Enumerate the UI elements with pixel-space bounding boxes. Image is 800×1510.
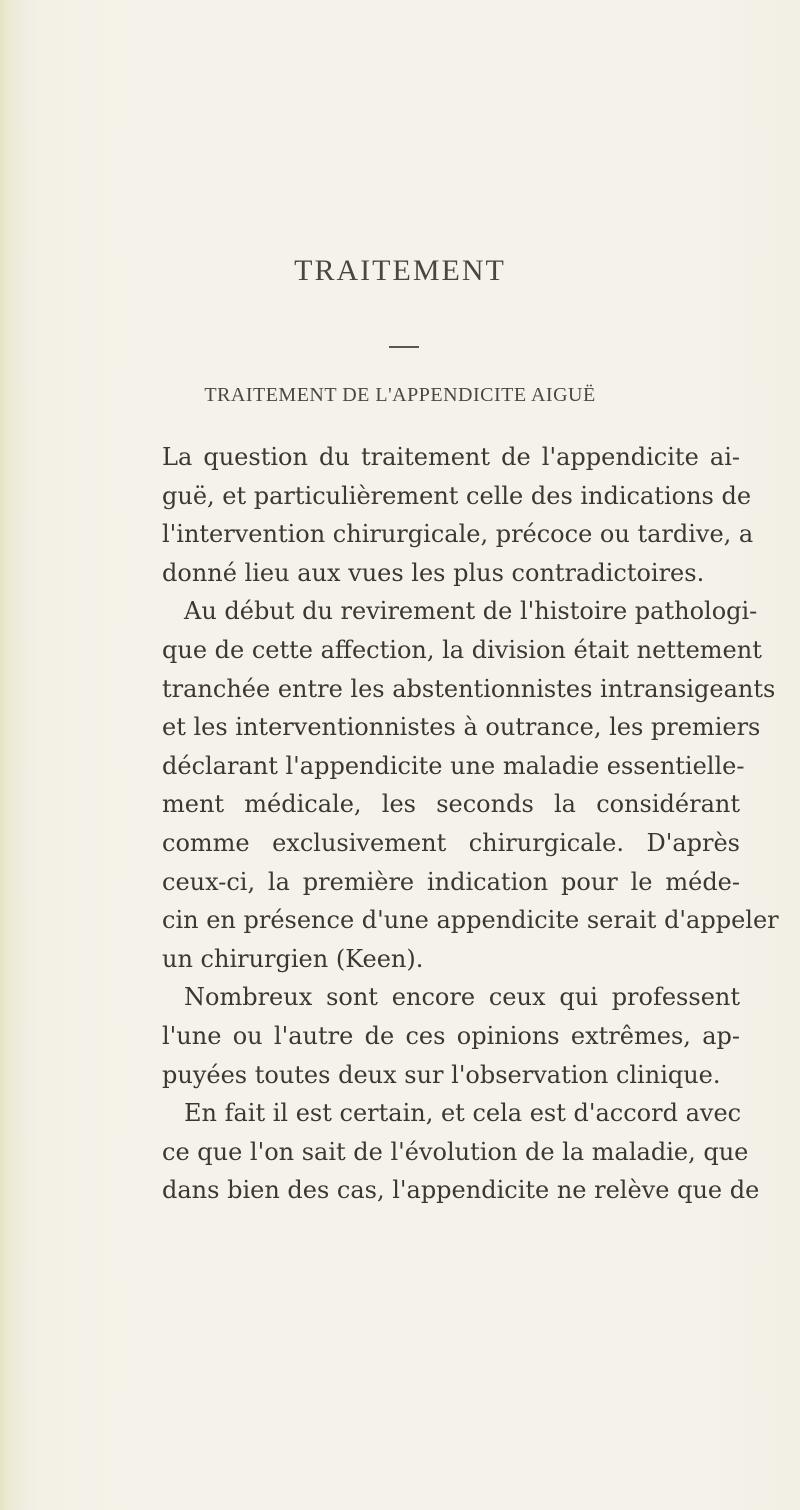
text-line: l'une ou l'autre de ces opinions extrêmes, ap- (162, 1021, 740, 1050)
title-divider (389, 346, 419, 348)
text-line: En fait il est certain, et cela est d'accord avec (184, 1099, 742, 1128)
text-line: et les interventionnistes à outrance, les premiers (162, 713, 761, 742)
text-line: ment médicale, les seconds la considérant (162, 790, 740, 819)
text-line: ceux-ci, la première indication pour le méde- (162, 867, 740, 896)
text-line: déclarant l'appendicite une maladie essentielle- (162, 751, 745, 780)
text-line: La question du traitement de l'appendicite ai- (162, 443, 740, 471)
text-line: dans bien des cas, l'appendicite ne relève que de (162, 1176, 760, 1205)
chapter-title: TRAITEMENT (294, 254, 506, 287)
text-line: puyées toutes deux sur l'observation clinique. (162, 1060, 721, 1089)
page-spine-shadow (0, 0, 22, 1510)
text-line: Au début du revirement de l'histoire pathologi- (184, 597, 758, 626)
text-line: un chirurgien (Keen). (162, 944, 424, 973)
section-title: TRAITEMENT DE L'APPENDICITE AIGUË (204, 384, 596, 406)
text-line: que de cette affection, la division était nettement (162, 635, 762, 664)
text-line: cin en présence d'une appendicite serait d'appeler (162, 906, 779, 935)
text-line: donné lieu aux vues les plus contradictoires. (162, 558, 705, 587)
text-line: guë, et particulièrement celle des indications de (162, 481, 752, 510)
text-line: l'intervention chirurgicale, précoce ou tardive, a (162, 520, 754, 549)
text-line: ce que l'on sait de l'évolution de la maladie, que (162, 1137, 749, 1166)
text-line: comme exclusivement chirurgicale. D'après (162, 828, 740, 857)
text-line: Nombreux sont encore ceux qui professent (184, 983, 740, 1012)
text-line: tranchée entre les abstentionnistes intransigeants (162, 674, 776, 703)
body-text (162, 438, 779, 1210)
